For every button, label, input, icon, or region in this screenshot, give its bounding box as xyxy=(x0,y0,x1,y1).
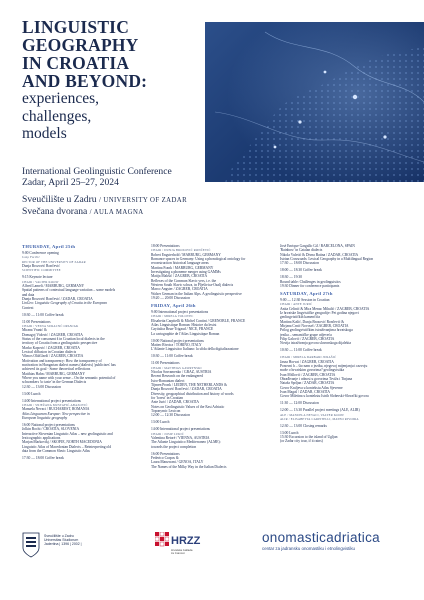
title-block xyxy=(22,18,222,143)
schedule-line: 13:00 Lunch xyxy=(151,420,170,425)
schedule-item xyxy=(280,275,401,288)
university-en: / UNIVERSITY OF ZADAR xyxy=(99,197,188,204)
schedule-line: 14:00 International project presentations xyxy=(22,398,81,403)
schedule-item xyxy=(151,244,272,300)
schedule-line: Istrian Crossroads: Lexical Geography in a Multilingual Region xyxy=(280,257,374,262)
university-hr: Sveučilište u Zadru xyxy=(22,194,97,205)
schedule-line: 16:00 Presentations xyxy=(151,451,180,456)
day-heading: THURSDAY, April 25th xyxy=(22,244,76,249)
schedule-line: Spatial patterns of contextual language variation – some models xyxy=(22,288,116,293)
schedule-line: Status of the consonant ž in Croatian local dialects in the xyxy=(22,336,105,341)
day-heading: SATURDAY, April 27th xyxy=(280,290,333,296)
schedule-line: Dunja Brozović Rončević / ZADAR, CROATIA xyxy=(22,297,93,302)
schedule-item xyxy=(22,313,143,317)
venue-university xyxy=(22,194,187,205)
conference-date: Zadar, April 25–27, 2024 xyxy=(22,177,119,188)
schedule-line: Toponymic Lexicon xyxy=(151,409,181,414)
subtitle-line: experiences, xyxy=(22,90,100,107)
schedule-line: Recent Research on the endangered xyxy=(151,374,203,379)
schedule-line: Ivan Mišlović / ZAGREB, CROATIA xyxy=(280,372,336,377)
schedule-item xyxy=(22,320,143,390)
schedule-line: Walser German in the Italian Alps. A geolinguistic perspective xyxy=(151,291,242,296)
schedule-line: 9:00 Conference opening xyxy=(22,251,59,255)
schedule-line: 11:00 Presentations xyxy=(22,319,51,324)
schedule-item xyxy=(280,431,401,444)
schedule-line: Ponovni h – što nam o jeziku, njegovoj mijenjanju i razvoju xyxy=(280,363,368,368)
schedule-line: 18:00 — 18:30 Coffee break xyxy=(280,268,322,273)
schedule-item xyxy=(280,268,401,272)
schedule-line: José Enrique Gargallo Gil / BARCELONA, SPAIN xyxy=(280,244,355,248)
hall-en: / AULA MAGNA xyxy=(89,209,144,216)
chair-label: CHAIR / VALTER KOOW xyxy=(22,279,59,284)
schedule-line: Vilmos Oláh'Jardí / ZAGREB, CROATIA xyxy=(22,354,84,359)
schedule-line: 12:00 — 12:30 Discussion xyxy=(151,413,190,418)
schedule-line: Nikola Vuletić & Divna Batina / ZADAR, CROATIA xyxy=(280,252,359,257)
schedule-line: Robert Engsterhold / MARBURG, GERMANY xyxy=(151,252,221,257)
hrzz-mark-icon xyxy=(155,532,169,550)
schedule-line: 17:30 — 18:00 Discussion xyxy=(280,261,319,266)
schedule-line: Marco Angster / ZAGREB, CROATIA xyxy=(151,287,208,292)
schedule-line: 'Rainbow' in Catalan dialects xyxy=(280,248,323,253)
schedule-item xyxy=(151,354,272,358)
schedule-line: La cartographie de l'Atlas Linguistique Roman xyxy=(151,331,220,336)
schedule-line: Western South Slavic schwa, in Plješivica-Ozalj dialects xyxy=(151,283,234,288)
schedule-line: Linguistic Atlas of Macedonian Dialects – Reinterpreting old xyxy=(22,444,112,449)
schedule-line: Interactive Slovenian Linguistic Atlas – new geolinguistic and xyxy=(22,431,113,436)
schedule-line: Motivation and transparency: How the transparency of xyxy=(22,358,102,363)
schedule-line: achieved its goal - Some theoretical reflections xyxy=(22,367,91,372)
chair-label: CHAIR / MATTHIAS GAWRYNSKI xyxy=(151,365,202,370)
schedule-column-1 xyxy=(22,244,143,463)
schedule-line: jezika – semantičke grupe odjeveća xyxy=(280,332,332,337)
schedule-line: Jolkin Bochi / CROATIA, SLOVENIA xyxy=(22,427,80,432)
schedule-column-3 xyxy=(280,244,401,446)
schedule-line: Federico Crapos & xyxy=(151,455,179,460)
hrzz-logo xyxy=(155,532,215,562)
schedule-line: 10:30 — 11:00 Coffee break xyxy=(22,312,64,317)
schedule-line: Marko Kapović / ZAGREB, CROATIA xyxy=(22,345,80,350)
schedule-line: Marjan Markovikj / SKOPJE, NORTH MACEDONIA xyxy=(22,440,102,445)
schedule-item xyxy=(151,420,272,424)
schedule-item xyxy=(151,427,272,449)
schedule-item xyxy=(22,392,143,396)
schedule-line: 16:00 National project presentations xyxy=(22,422,75,427)
schedule-line: 11:00 Presentations xyxy=(151,361,180,366)
schedule-line: schwankers 'to taste' in the German Dialects xyxy=(22,380,87,385)
schedule-line: 13:00 Lunch xyxy=(280,430,299,435)
schedule-item xyxy=(151,452,272,469)
schedule-line: 18:00 Presentations xyxy=(151,244,180,248)
schedule-line: Romance spaces in Germany: Using a phonological ontology for xyxy=(151,257,246,262)
schedule-line: 12:30 — 13:00 Closing remarks xyxy=(280,423,327,428)
schedule-line: Anita Celinić & Mira Menac Mihalić / ZAGREB, CROATIA xyxy=(280,306,370,311)
schedule-item xyxy=(151,361,272,417)
chair-label: ALE / MANUELA NEVACI, VALTER KOOW xyxy=(280,412,344,417)
schedule-line: Manuela Nevaci / BUCHAREST, ROMANIA xyxy=(22,407,90,412)
schedule-item xyxy=(22,399,143,421)
schedule-item xyxy=(280,401,401,405)
schedule-item xyxy=(22,423,143,453)
chair-label: SCIENTIFIC COMMITTEE xyxy=(22,268,61,273)
schedule-line: 9:15 Keynote lecture xyxy=(22,275,53,280)
schedule-line: Lexical diffusion in Croatian dialects xyxy=(22,350,77,354)
university-of-zadar-logo xyxy=(22,532,132,562)
schedule-line: Tijmen Pronk / LEIDEN, THE NETHERLANDS & xyxy=(151,383,227,387)
schedule-line: 19:20 — 20:00 Discussion xyxy=(151,296,190,301)
schedule-item xyxy=(280,408,401,421)
schedule-line: Where you name with your sense – On the semantic potential of xyxy=(22,376,116,381)
schedule-line: Filip Galović / ZAGREB, CROATIA xyxy=(280,336,335,341)
schedule-line: 10:30 — 11:00 Coffee break xyxy=(151,354,193,359)
schedule-line: Cayitaloa Brun-Trigaud / NICE, FRANCE xyxy=(151,327,214,332)
title-line: GEOGRAPHY xyxy=(22,35,139,55)
schedule-line: data from the Common Slavic Linguistic Atlas xyxy=(22,449,90,453)
schedule-line: Ivan Magaš / ZADAR, CROATIA xyxy=(280,389,331,394)
schedule-line: Matthias Hahn / MARBURG, GERMANY xyxy=(22,371,86,376)
schedule-line: Matija Makšić / ZAGREB, CROATIA xyxy=(151,274,208,279)
schedule-line: Elisabetta Carpitelli & Michel Contini / GRENOBLE, FRANCE xyxy=(151,318,246,323)
subtitle-line: models xyxy=(22,125,67,142)
chair-label: ALIR / ELISABETTA CARPITELLI, MATEO RIVOIRA xyxy=(280,416,359,421)
schedule-line: Alfred Lameli / MARBURG, GERMANY xyxy=(22,284,85,288)
schedule-line: 14:00 International project presentations xyxy=(151,427,210,432)
subtitle-line: challenges, xyxy=(22,107,92,125)
schedule-line: lexicographic applications xyxy=(22,435,61,440)
day-heading: FRIDAY, April 26th xyxy=(151,303,196,309)
schedule-item xyxy=(280,298,401,346)
schedule-item xyxy=(151,310,272,336)
conference-name: International Geolinguistic Conference xyxy=(22,166,172,177)
schedule-line: Matteo Rivoira / TORINO, ITALY xyxy=(151,343,202,348)
university-emblem-icon xyxy=(22,532,40,558)
schedule-line: Obrađivanje i odnosi u govorima Trviža i Tinjana xyxy=(280,376,353,381)
map-graphic xyxy=(205,22,424,182)
chair-label: CHAIR / SNJEŽANA MUSTAFIĆ-ABAZOVIĆ xyxy=(22,402,88,407)
chair-label: Josip Faričić xyxy=(22,255,40,260)
schedule-line: Round table: Challenges in geolinguistics xyxy=(280,279,341,284)
schedule-line: 10:00 National project presentations xyxy=(151,338,204,343)
footer xyxy=(0,522,424,600)
schedule-item xyxy=(280,348,401,352)
schedule-line: 12:30 — 13:00 Discussion xyxy=(22,384,61,389)
schedule-line: Dunja Brozović Rončević xyxy=(22,264,60,269)
hrzz-sub-line: Hrvatska zaklada xyxy=(171,548,193,552)
schedule-item xyxy=(280,424,401,428)
schedule-line: Atlas Linguarum Europae: New perspective in xyxy=(22,411,90,416)
chair-label: CHAIR / MIRELA VOLOVEC xyxy=(151,314,194,319)
title-line: AND BEYOND: xyxy=(22,71,148,91)
schedule-item xyxy=(22,275,143,310)
schedule-line: European linguistic geography xyxy=(22,416,68,420)
schedule-line: Notes on Geolinguistic Values of the East Adriatic xyxy=(151,404,225,409)
venue-hall xyxy=(22,206,144,217)
schedule-line: može o hrvatskim govorima? geolingvistika xyxy=(280,368,345,373)
schedule-line: for 'forest' in Croatian xyxy=(151,396,183,401)
schedule-line: LinGeo: Linguistic Geography of Croatia in the European xyxy=(22,301,107,306)
schedule-line: Jasna Horvat / ZAGREB, CROATIA xyxy=(280,359,334,364)
university-logo-text xyxy=(44,534,82,547)
schedule-line: 9:00 International project presentations xyxy=(151,310,209,315)
schedule-line: territory of Croatia from a geolinguistic perspective xyxy=(22,341,98,346)
schedule-line: Domagoj Vidović / ZAGREB, CROATIA xyxy=(22,332,83,337)
chair-label: CHAIR / JOSIP LUKIĆ xyxy=(151,431,184,436)
schedule-line: and data xyxy=(22,292,35,297)
schedule-line: Atlas Linguistique Roman: Histoire du lexist xyxy=(151,323,217,328)
onomastica-name: onomasticadriatica xyxy=(262,530,380,545)
schedule-line: reconstruction historical language areas xyxy=(151,261,209,266)
chair-label: CHAIR / VESNA SURACNĆ OPANJAK xyxy=(22,323,79,328)
schedule-line: Reflexes of the Common Slavic yers, i.e. the xyxy=(151,278,217,283)
chair-label: RECTOR OF THE UNIVERSITY OF ZADAR xyxy=(22,259,86,264)
schedule-line: 10:30 — 11:00 Coffee break xyxy=(280,348,322,353)
schedule-line: Dunja Brozović Rončević / ZADAR, CROATIA xyxy=(151,387,222,392)
schedule-item xyxy=(151,339,272,352)
hero xyxy=(0,0,424,228)
schedule-line: Diversity, geographical distribution and history of words xyxy=(151,391,234,396)
schedule-line: 19:30 Dinner for conference participants xyxy=(280,283,340,288)
schedule-item xyxy=(280,244,401,266)
schedule-line: towards the project completion xyxy=(151,444,197,449)
uz-line: Sveučilište u Zadru xyxy=(44,534,74,538)
schedule xyxy=(22,244,404,522)
chair-label: CHAIR / DUNJA BROZOVIĆ RONČEVIĆ xyxy=(151,248,211,253)
schedule-item xyxy=(22,456,143,460)
schedule-line: Nataša Šprljan / ZADAR, CROATIA xyxy=(280,381,335,386)
schedule-line: 9:00 — 12:30 Session in Croatian xyxy=(280,297,330,302)
schedule-line: Mirana Vranić & xyxy=(22,328,47,333)
schedule-line: The Atlante Linguistico Mediterraneo (ALME): xyxy=(151,440,221,445)
schedule-line: motivation in Hungarian dialect names (dialects) 'publicizes' has xyxy=(22,363,116,368)
schedule-item xyxy=(22,251,143,273)
schedule-line: 18:30 — 19:30 xyxy=(280,275,303,280)
title-line: IN CROATIA xyxy=(22,53,130,73)
schedule-line: The Names of the Milky Way in the Italian Dialects xyxy=(151,464,227,469)
schedule-line: 13:00 Lunch xyxy=(22,391,41,396)
schedule-line: 12:00 — 13:30 Parallel project meetings (ALE, ALIR) xyxy=(280,408,360,413)
schedule-line: Novija istraživanja govora slavonskoga dijalekta xyxy=(280,341,351,346)
schedule-line: Govor Miletina u kontekstu Istrih Sloberski-Slovački govora xyxy=(280,394,369,399)
hrzz-subtitle xyxy=(171,549,192,556)
schedule-line: Nicolas Savramenko / GRAZ, AUSTRIA xyxy=(151,369,212,374)
schedule-line: Govor Kraljeva u kontekstu Atlas Sjeverne xyxy=(280,385,343,390)
schedule-line: Valentina Retoré / VIENNA, AUSTRIA xyxy=(151,435,210,440)
schedule-line: Investigating a phoneme merger using GAMMs xyxy=(151,270,221,275)
schedule-line: Ante Jurić / ZADAR, CROATIA xyxy=(151,400,200,405)
schedule-line: Martina Kašić, Dunja Brozović Rončević & xyxy=(280,319,345,324)
schedule-line: 11:30 — 12:00 Discussion xyxy=(280,401,319,406)
schedule-line: Istro-Romanian dialect xyxy=(151,378,185,383)
uz-line: Jadertina | 1396 | 2002 | xyxy=(44,542,82,547)
hall-hr: Svečana dvorana xyxy=(22,206,88,217)
schedule-line: 15:30 Excursion to the island of Ugljan xyxy=(280,435,338,440)
schedule-line: geolingvističkih kamenčića xyxy=(280,315,320,320)
schedule-line: Iz hrvatske lingvističke geografije: Pet godina njegovi xyxy=(280,310,359,315)
schedule-line: Mirjana Crnić Novosel / ZAGREB, CROATIA xyxy=(280,323,349,328)
chair-label: CHAIR / ANTE JURIĆ xyxy=(280,302,313,307)
hrzz-name: HRZZ xyxy=(171,535,201,547)
schedule-line: Laura Manzwani / GENOA, ITALY xyxy=(151,460,204,465)
onomastica-subtitle: centar za jadransku onomastiku i etnolingvistiku xyxy=(262,546,355,551)
chair-label: CHAIR / MIRELA DARBARI JURAŠIĆ xyxy=(280,355,337,360)
schedule-line: L'Atlante Linguistico Italiano: la sfida della digitalizzazione xyxy=(151,347,239,352)
schedule-line: Prilog geolingvističkim istraživanjima hrvatskoga xyxy=(280,328,353,333)
schedule-line: 17:30 — 18:00 Coffee break xyxy=(22,455,64,460)
hrzz-sub-line: za znanost xyxy=(171,551,185,556)
schedule-item xyxy=(280,355,401,398)
title-line: LINGUISTIC xyxy=(22,17,130,37)
onomastica-adriatica-logo xyxy=(262,530,407,560)
schedule-line: Context xyxy=(22,305,34,310)
uz-line: Universitas Studiorum xyxy=(44,538,79,543)
schedule-line: Martina Frank / MARBURG, GERMANY xyxy=(151,265,214,270)
schedule-line: (or Zadar city tour, if it rains) xyxy=(280,439,323,444)
schedule-column-2 xyxy=(151,244,272,472)
dotted-map-icon xyxy=(205,22,424,182)
